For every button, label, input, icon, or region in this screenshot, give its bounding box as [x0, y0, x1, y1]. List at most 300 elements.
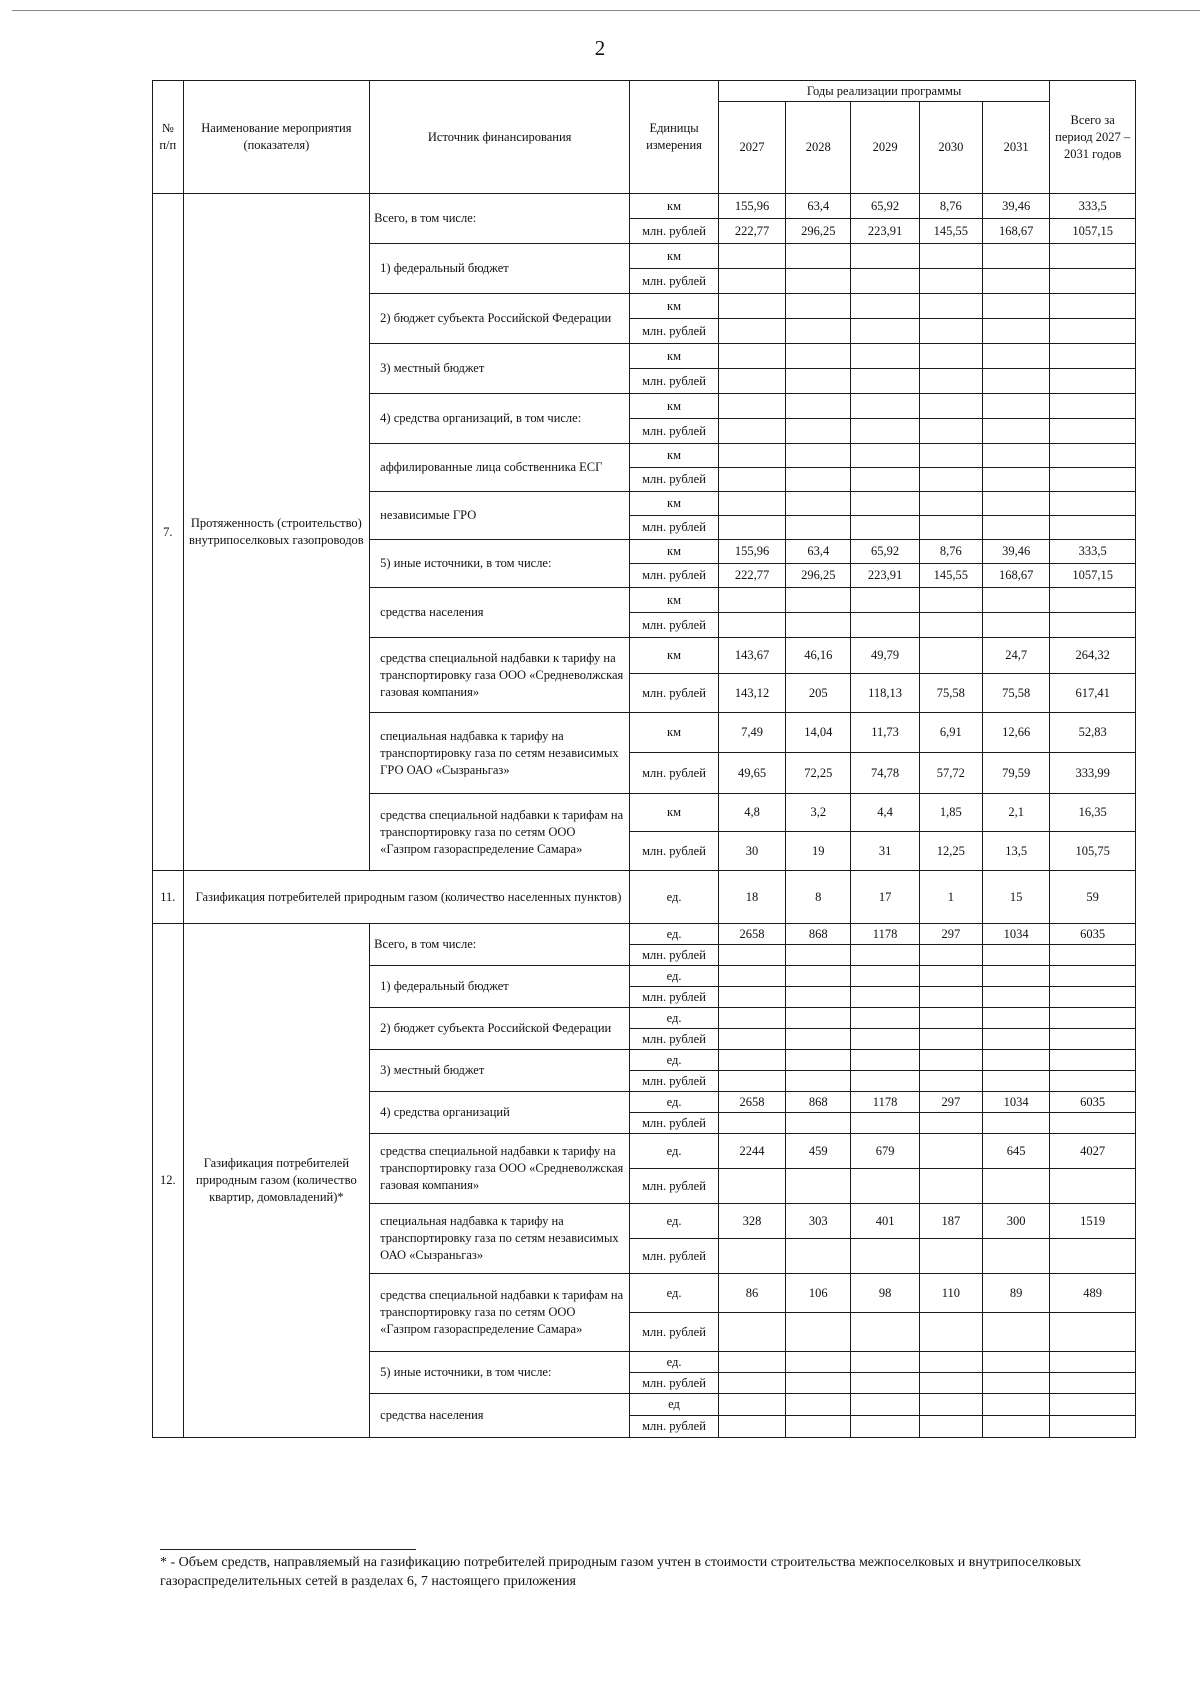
value-cell: [851, 987, 919, 1008]
value-cell: [786, 419, 851, 444]
value-cell: [919, 1050, 982, 1071]
value-cell: [919, 1394, 982, 1416]
value-cell: 205: [786, 674, 851, 713]
funding-source: Всего, в том числе:: [370, 194, 630, 244]
unit-cell: млн. рублей: [630, 319, 719, 344]
value-cell: [851, 1050, 919, 1071]
unit-cell: млн. рублей: [630, 1313, 719, 1352]
unit-cell: км: [630, 194, 719, 219]
value-cell: [919, 945, 982, 966]
value-cell: [718, 444, 785, 468]
value-cell: [851, 516, 919, 540]
unit-cell: км: [630, 794, 719, 832]
value-cell: 24,7: [982, 638, 1049, 674]
value-cell: 2244: [718, 1134, 785, 1169]
funding-source: 4) средства организаций: [370, 1092, 630, 1134]
value-cell: [718, 319, 785, 344]
value-cell: [982, 369, 1049, 394]
value-cell: 155,96: [718, 194, 785, 219]
value-cell: [718, 369, 785, 394]
value-cell: [786, 1416, 851, 1438]
unit-cell: ед.: [630, 1008, 719, 1029]
value-cell: 39,46: [982, 194, 1049, 219]
funding-source: специальная надбавка к тарифу на транспортировку газа по сетям независимых ОАО «Сызраньгаз»: [370, 1204, 630, 1274]
value-cell: 679: [851, 1134, 919, 1169]
footnote: * - Объем средств, направляемый на газификацию потребителей природным газом учтен в стоимости строительства межпоселковых и внутрипоселковых газораспределительных сетей в разделах 6, 7 настоящего приложения: [160, 1555, 1082, 1589]
value-cell: 8,76: [919, 540, 982, 564]
row-number: 7.: [153, 194, 184, 871]
header-source: Источник финансирования: [370, 81, 630, 194]
value-cell: [718, 1113, 785, 1134]
value-cell: 8,76: [919, 194, 982, 219]
value-cell: 143,67: [718, 638, 785, 674]
value-cell: 1178: [851, 924, 919, 945]
value-cell: [919, 987, 982, 1008]
value-cell: [718, 1416, 785, 1438]
value-cell: [718, 468, 785, 492]
value-cell: [718, 1050, 785, 1071]
value-cell: [982, 444, 1049, 468]
value-cell: [1050, 319, 1136, 344]
value-cell: 3,2: [786, 794, 851, 832]
table-header: [153, 81, 1136, 194]
value-cell: 106: [786, 1274, 851, 1313]
value-cell: 105,75: [1050, 832, 1136, 871]
value-cell: [851, 1169, 919, 1204]
funding-source: 1) федеральный бюджет: [370, 244, 630, 294]
value-cell: [786, 987, 851, 1008]
value-cell: 223,91: [851, 564, 919, 588]
value-cell: [982, 1050, 1049, 1071]
header-year: 2031: [982, 102, 1049, 194]
value-cell: [1050, 1071, 1136, 1092]
value-cell: [718, 1313, 785, 1352]
funding-source: 3) местный бюджет: [370, 344, 630, 394]
value-cell: 65,92: [851, 540, 919, 564]
value-cell: 145,55: [919, 564, 982, 588]
row-number: 12.: [153, 924, 184, 1438]
table-row: [153, 871, 1136, 924]
value-cell: 2658: [718, 924, 785, 945]
value-cell: 4027: [1050, 1134, 1136, 1169]
value-cell: [718, 1169, 785, 1204]
value-cell: 6,91: [919, 713, 982, 753]
value-cell: 300: [982, 1204, 1049, 1239]
unit-cell: млн. рублей: [630, 613, 719, 638]
row-name: Протяженность (строительство) внутрипоселковых газопроводов: [183, 194, 370, 871]
unit-cell: ед.: [630, 966, 719, 987]
value-cell: [919, 1313, 982, 1352]
value-cell: [786, 244, 851, 269]
unit-cell: млн. рублей: [630, 945, 719, 966]
value-cell: 59: [1050, 871, 1136, 924]
value-cell: 7,49: [718, 713, 785, 753]
funding-source: средства специальной надбавки к тарифам на транспортировку газа по сетям ООО «Газпром газораспределение Самара»: [370, 1274, 630, 1352]
value-cell: [982, 588, 1049, 613]
value-cell: [982, 344, 1049, 369]
value-cell: [919, 516, 982, 540]
value-cell: [982, 1373, 1049, 1394]
funding-source: средства населения: [370, 588, 630, 638]
unit-cell: км: [630, 540, 719, 564]
value-cell: [919, 244, 982, 269]
header-year: 2027: [718, 102, 785, 194]
unit-cell: км: [630, 244, 719, 269]
value-cell: 19: [786, 832, 851, 871]
value-cell: [919, 1113, 982, 1134]
value-cell: [919, 588, 982, 613]
value-cell: [851, 344, 919, 369]
value-cell: [786, 444, 851, 468]
value-cell: [786, 1169, 851, 1204]
funding-source: специальная надбавка к тарифу на транспортировку газа по сетям независимых ГРО ОАО «Сызраньгаз»: [370, 713, 630, 794]
value-cell: 168,67: [982, 219, 1049, 244]
unit-cell: млн. рублей: [630, 269, 719, 294]
value-cell: [919, 319, 982, 344]
footnote-divider: [160, 1549, 416, 1550]
value-cell: [982, 516, 1049, 540]
funding-source: 1) федеральный бюджет: [370, 966, 630, 1008]
value-cell: [1050, 444, 1136, 468]
value-cell: [1050, 1416, 1136, 1438]
header-years-group: Годы реализации программы: [718, 81, 1049, 102]
value-cell: [718, 966, 785, 987]
value-cell: 118,13: [851, 674, 919, 713]
value-cell: 46,16: [786, 638, 851, 674]
value-cell: 63,4: [786, 540, 851, 564]
header-units: Единицы измерения: [630, 81, 719, 194]
value-cell: [919, 966, 982, 987]
value-cell: 18: [718, 871, 785, 924]
value-cell: 11,73: [851, 713, 919, 753]
value-cell: [919, 394, 982, 419]
unit-cell: млн. рублей: [630, 1416, 719, 1438]
value-cell: [982, 1029, 1049, 1050]
value-cell: 1519: [1050, 1204, 1136, 1239]
value-cell: 333,5: [1050, 194, 1136, 219]
unit-cell: млн. рублей: [630, 516, 719, 540]
value-cell: 15: [982, 871, 1049, 924]
value-cell: [786, 294, 851, 319]
value-cell: [851, 1373, 919, 1394]
row-number: 11.: [153, 871, 184, 924]
value-cell: 74,78: [851, 753, 919, 794]
value-cell: [851, 419, 919, 444]
header-year: 2030: [919, 102, 982, 194]
value-cell: [919, 492, 982, 516]
value-cell: 12,66: [982, 713, 1049, 753]
page-top-edge: [12, 10, 1200, 11]
value-cell: [851, 394, 919, 419]
unit-cell: млн. рублей: [630, 219, 719, 244]
value-cell: 1,85: [919, 794, 982, 832]
value-cell: [851, 244, 919, 269]
unit-cell: млн. рублей: [630, 369, 719, 394]
value-cell: [851, 1029, 919, 1050]
value-cell: [982, 419, 1049, 444]
value-cell: 4,8: [718, 794, 785, 832]
value-cell: [786, 1029, 851, 1050]
header-year: 2028: [786, 102, 851, 194]
value-cell: [1050, 1169, 1136, 1204]
value-cell: 6035: [1050, 1092, 1136, 1113]
value-cell: 49,79: [851, 638, 919, 674]
value-cell: 459: [786, 1134, 851, 1169]
value-cell: [718, 344, 785, 369]
value-cell: [718, 1029, 785, 1050]
unit-cell: млн. рублей: [630, 1169, 719, 1204]
value-cell: 333,99: [1050, 753, 1136, 794]
value-cell: [851, 1394, 919, 1416]
value-cell: [786, 613, 851, 638]
value-cell: [919, 419, 982, 444]
value-cell: [1050, 294, 1136, 319]
value-cell: [919, 468, 982, 492]
table-row: [153, 194, 1136, 219]
funding-source: Всего, в том числе:: [370, 924, 630, 966]
program-table: [152, 80, 1136, 1438]
value-cell: 868: [786, 924, 851, 945]
value-cell: [1050, 492, 1136, 516]
value-cell: [1050, 613, 1136, 638]
unit-cell: км: [630, 294, 719, 319]
unit-cell: ед.: [630, 1092, 719, 1113]
funding-source: 5) иные источники, в том числе:: [370, 540, 630, 588]
value-cell: 65,92: [851, 194, 919, 219]
unit-cell: млн. рублей: [630, 753, 719, 794]
value-cell: [718, 394, 785, 419]
funding-source: 5) иные источники, в том числе:: [370, 1352, 630, 1394]
value-cell: [851, 319, 919, 344]
value-cell: [718, 1239, 785, 1274]
value-cell: [851, 945, 919, 966]
value-cell: [718, 269, 785, 294]
unit-cell: км: [630, 492, 719, 516]
value-cell: [786, 1071, 851, 1092]
value-cell: [718, 244, 785, 269]
row-name: Газификация потребителей природным газом (количество квартир, домовладений)*: [183, 924, 370, 1438]
value-cell: [786, 1239, 851, 1274]
value-cell: [786, 468, 851, 492]
value-cell: [919, 1071, 982, 1092]
value-cell: [1050, 1239, 1136, 1274]
value-cell: 223,91: [851, 219, 919, 244]
value-cell: 6035: [1050, 924, 1136, 945]
page-number: 2: [594, 36, 606, 60]
value-cell: [919, 269, 982, 294]
value-cell: [982, 319, 1049, 344]
header-year: 2029: [851, 102, 919, 194]
value-cell: [718, 294, 785, 319]
value-cell: [786, 394, 851, 419]
value-cell: [919, 1239, 982, 1274]
unit-cell: млн. рублей: [630, 987, 719, 1008]
value-cell: [1050, 966, 1136, 987]
unit-cell: млн. рублей: [630, 1239, 719, 1274]
table-body: [153, 194, 1136, 1438]
value-cell: [718, 1352, 785, 1373]
value-cell: 222,77: [718, 564, 785, 588]
value-cell: [786, 492, 851, 516]
value-cell: 143,12: [718, 674, 785, 713]
unit-cell: ед.: [630, 1352, 719, 1373]
value-cell: [718, 516, 785, 540]
value-cell: 2658: [718, 1092, 785, 1113]
value-cell: 8: [786, 871, 851, 924]
unit-cell: ед.: [630, 1204, 719, 1239]
value-cell: [982, 945, 1049, 966]
value-cell: [786, 1008, 851, 1029]
unit-cell: км: [630, 713, 719, 753]
value-cell: [919, 1352, 982, 1373]
value-cell: [851, 369, 919, 394]
unit-cell: ед.: [630, 1134, 719, 1169]
row-name: Газификация потребителей природным газом (количество населенных пунктов): [183, 871, 630, 924]
value-cell: 303: [786, 1204, 851, 1239]
value-cell: [982, 492, 1049, 516]
value-cell: [982, 294, 1049, 319]
value-cell: [1050, 1029, 1136, 1050]
value-cell: [919, 369, 982, 394]
unit-cell: км: [630, 588, 719, 613]
value-cell: 297: [919, 924, 982, 945]
value-cell: [851, 613, 919, 638]
unit-cell: ед.: [630, 1050, 719, 1071]
value-cell: [1050, 1394, 1136, 1416]
value-cell: [1050, 269, 1136, 294]
value-cell: [919, 1029, 982, 1050]
value-cell: [919, 613, 982, 638]
value-cell: [982, 468, 1049, 492]
header-total: Всего за период 2027 – 2031 годов: [1050, 81, 1136, 194]
unit-cell: ед.: [630, 871, 719, 924]
funding-source: средства населения: [370, 1394, 630, 1438]
funding-source: независимые ГРО: [370, 492, 630, 540]
funding-source: 2) бюджет субъекта Российской Федерации: [370, 294, 630, 344]
value-cell: [718, 492, 785, 516]
value-cell: 489: [1050, 1274, 1136, 1313]
value-cell: [718, 613, 785, 638]
value-cell: [1050, 1373, 1136, 1394]
value-cell: 187: [919, 1204, 982, 1239]
value-cell: [851, 492, 919, 516]
value-cell: 49,65: [718, 753, 785, 794]
value-cell: [1050, 516, 1136, 540]
value-cell: 17: [851, 871, 919, 924]
unit-cell: км: [630, 638, 719, 674]
value-cell: [718, 588, 785, 613]
value-cell: 12,25: [919, 832, 982, 871]
value-cell: [982, 1008, 1049, 1029]
unit-cell: ед: [630, 1394, 719, 1416]
value-cell: 75,58: [919, 674, 982, 713]
value-cell: [919, 1169, 982, 1204]
value-cell: [982, 1313, 1049, 1352]
value-cell: [1050, 394, 1136, 419]
value-cell: 72,25: [786, 753, 851, 794]
value-cell: [982, 1071, 1049, 1092]
value-cell: 222,77: [718, 219, 785, 244]
value-cell: 1034: [982, 1092, 1049, 1113]
value-cell: 868: [786, 1092, 851, 1113]
unit-cell: млн. рублей: [630, 674, 719, 713]
table-row: [153, 924, 1136, 945]
value-cell: [851, 1008, 919, 1029]
value-cell: 79,59: [982, 753, 1049, 794]
funding-source: 4) средства организаций, в том числе:: [370, 394, 630, 444]
value-cell: [919, 344, 982, 369]
value-cell: [1050, 369, 1136, 394]
value-cell: [982, 269, 1049, 294]
value-cell: [786, 516, 851, 540]
unit-cell: км: [630, 344, 719, 369]
value-cell: 145,55: [919, 219, 982, 244]
value-cell: [982, 613, 1049, 638]
value-cell: 328: [718, 1204, 785, 1239]
value-cell: 16,35: [1050, 794, 1136, 832]
value-cell: [919, 1416, 982, 1438]
value-cell: [851, 444, 919, 468]
value-cell: [919, 1373, 982, 1394]
value-cell: 63,4: [786, 194, 851, 219]
value-cell: [982, 244, 1049, 269]
value-cell: [851, 468, 919, 492]
value-cell: [718, 1071, 785, 1092]
value-cell: 401: [851, 1204, 919, 1239]
value-cell: [786, 344, 851, 369]
value-cell: [982, 1416, 1049, 1438]
value-cell: 296,25: [786, 219, 851, 244]
value-cell: [851, 1352, 919, 1373]
unit-cell: млн. рублей: [630, 1029, 719, 1050]
value-cell: [1050, 1313, 1136, 1352]
value-cell: 1034: [982, 924, 1049, 945]
unit-cell: млн. рублей: [630, 832, 719, 871]
value-cell: [982, 1394, 1049, 1416]
value-cell: 13,5: [982, 832, 1049, 871]
value-cell: [851, 588, 919, 613]
funding-source: 3) местный бюджет: [370, 1050, 630, 1092]
value-cell: [718, 1373, 785, 1394]
value-cell: [851, 966, 919, 987]
value-cell: 57,72: [919, 753, 982, 794]
value-cell: [982, 1113, 1049, 1134]
funding-source: средства специальной надбавки к тарифам на транспортировку газа по сетям ООО «Газпром газораспределение Самара»: [370, 794, 630, 871]
unit-cell: ед.: [630, 924, 719, 945]
value-cell: 168,67: [982, 564, 1049, 588]
value-cell: [718, 987, 785, 1008]
value-cell: [1050, 1008, 1136, 1029]
value-cell: [851, 1313, 919, 1352]
value-cell: [982, 987, 1049, 1008]
value-cell: [786, 966, 851, 987]
value-cell: [718, 945, 785, 966]
value-cell: 1178: [851, 1092, 919, 1113]
value-cell: [851, 1113, 919, 1134]
value-cell: [919, 294, 982, 319]
unit-cell: млн. рублей: [630, 1373, 719, 1394]
value-cell: [786, 369, 851, 394]
value-cell: [1050, 945, 1136, 966]
value-cell: 86: [718, 1274, 785, 1313]
value-cell: [982, 1169, 1049, 1204]
value-cell: [786, 1313, 851, 1352]
value-cell: [851, 1416, 919, 1438]
unit-cell: км: [630, 394, 719, 419]
value-cell: 75,58: [982, 674, 1049, 713]
value-cell: [982, 394, 1049, 419]
value-cell: [1050, 1352, 1136, 1373]
